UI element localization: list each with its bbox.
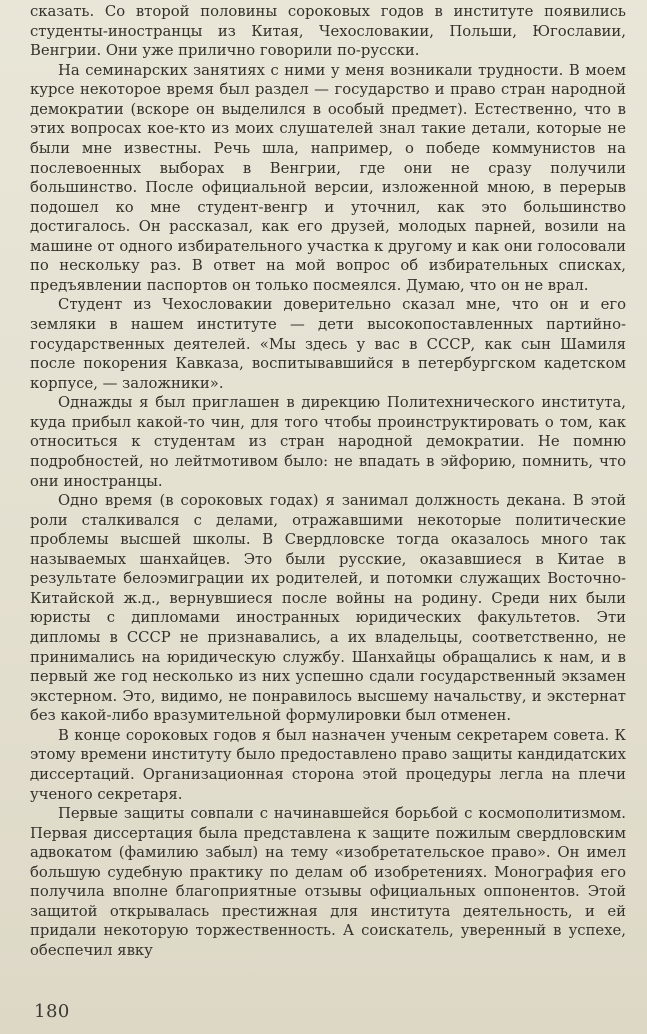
paragraph-3: Студент из Чехословакии доверительно сказал мне, что он и его земляки в нашем институте — дети высокопоставленных партийно-государственных деятелей. «Мы здесь у вас в СССР, как сын Шамиля после покорения Кавказа, воспитывавшийся в петербургском кадетском корпусе, — заложники». (30, 296, 626, 392)
paragraph-7: Первые защиты совпали с начинавшейся борьбой с космополитизмом. Первая диссертация была представлена к защите пожилым свердловским адвокатом (фамилию забыл) на тему «изобретательское право». Он имел большую судебную практику по делам об изобретениях. Монография его получила вполне благоприятные отзывы официальных оппонентов. Этой защитой открывалась престижная для института деятельность, и ей придали некоторую торжественность. А соискатель, уверенный в успехе, обеспечил явку (30, 805, 626, 959)
page-number: 180 (34, 1001, 70, 1022)
paragraph-1: сказать. Со второй половины сороковых годов в институте появились студенты-иностранцы из Китая, Чехословакии, Польши, Югославии, Венгрии. Они уже прилично говорили по-русски. (30, 3, 626, 60)
paragraph-5: Одно время (в сороковых годах) я занимал должность декана. В этой роли сталкивался с делами, отражавшими некоторые политические проблемы высшей школы. В Свердловске тогда оказалось много так называемых шанхайцев. Это были русские, оказавшиеся в Китае в результате белоэмиграции их родителей, и потомки служащих Восточно-Китайской ж.д., вернувшиеся после войны на родину. Среди них были юристы с дипломами иностранных юридических факультетов. Эти дипломы в СССР не признавались, а их владельцы, соответственно, не принимались на юридическую службу. Шанхайцы обращались к нам, и в первый же год несколько из них успешно сдали государственный экзамен экстерном. Это, видимо, не понравилось высшему начальству, и экстернат без какой-либо вразумительной формулировки был отменен. (30, 492, 626, 725)
paragraph-4: Однажды я был приглашен в дирекцию Политехнического института, куда прибыл какой-то чин, для того чтобы проинструктировать о том, как относиться к студентам из стран народной демократии. Не помню подробностей, но лейтмотивом было: не впадать в эйфорию, помнить, что они иностранцы. (30, 394, 626, 490)
paragraph-2: На семинарских занятиях с ними у меня возникали трудности. В моем курсе некоторое время был раздел — государство и право стран народной демократии (вскоре он выделился в особый предмет). Естественно, что в этих вопросах кое-кто из моих слушателей знал такие детали, которые не были мне известны. Речь шла, например, о победе коммунистов на послевоенных выборах в Венгрии, где они не сразу получили большинство. После официальной версии, изложенной мною, в перерыв подошел ко мне студент-венгр и уточнил, как это большинство достигалось. Он рассказал, как его друзей, молодых парней, возили на машине от одного избирательного участка к другому и как они голосовали по нескольку раз. В ответ на мой вопрос об избирательных списках, предъявлении паспортов он только посмеялся. Думаю, что он не врал. (30, 61, 626, 294)
paragraph-6: В конце сороковых годов я был назначен ученым секретарем совета. К этому времени институту было предоставлено право защиты кандидатских диссертаций. Организационная сторона этой процедуры легла на плечи ученого секретаря. (30, 726, 626, 803)
page-text (30, 2, 626, 961)
